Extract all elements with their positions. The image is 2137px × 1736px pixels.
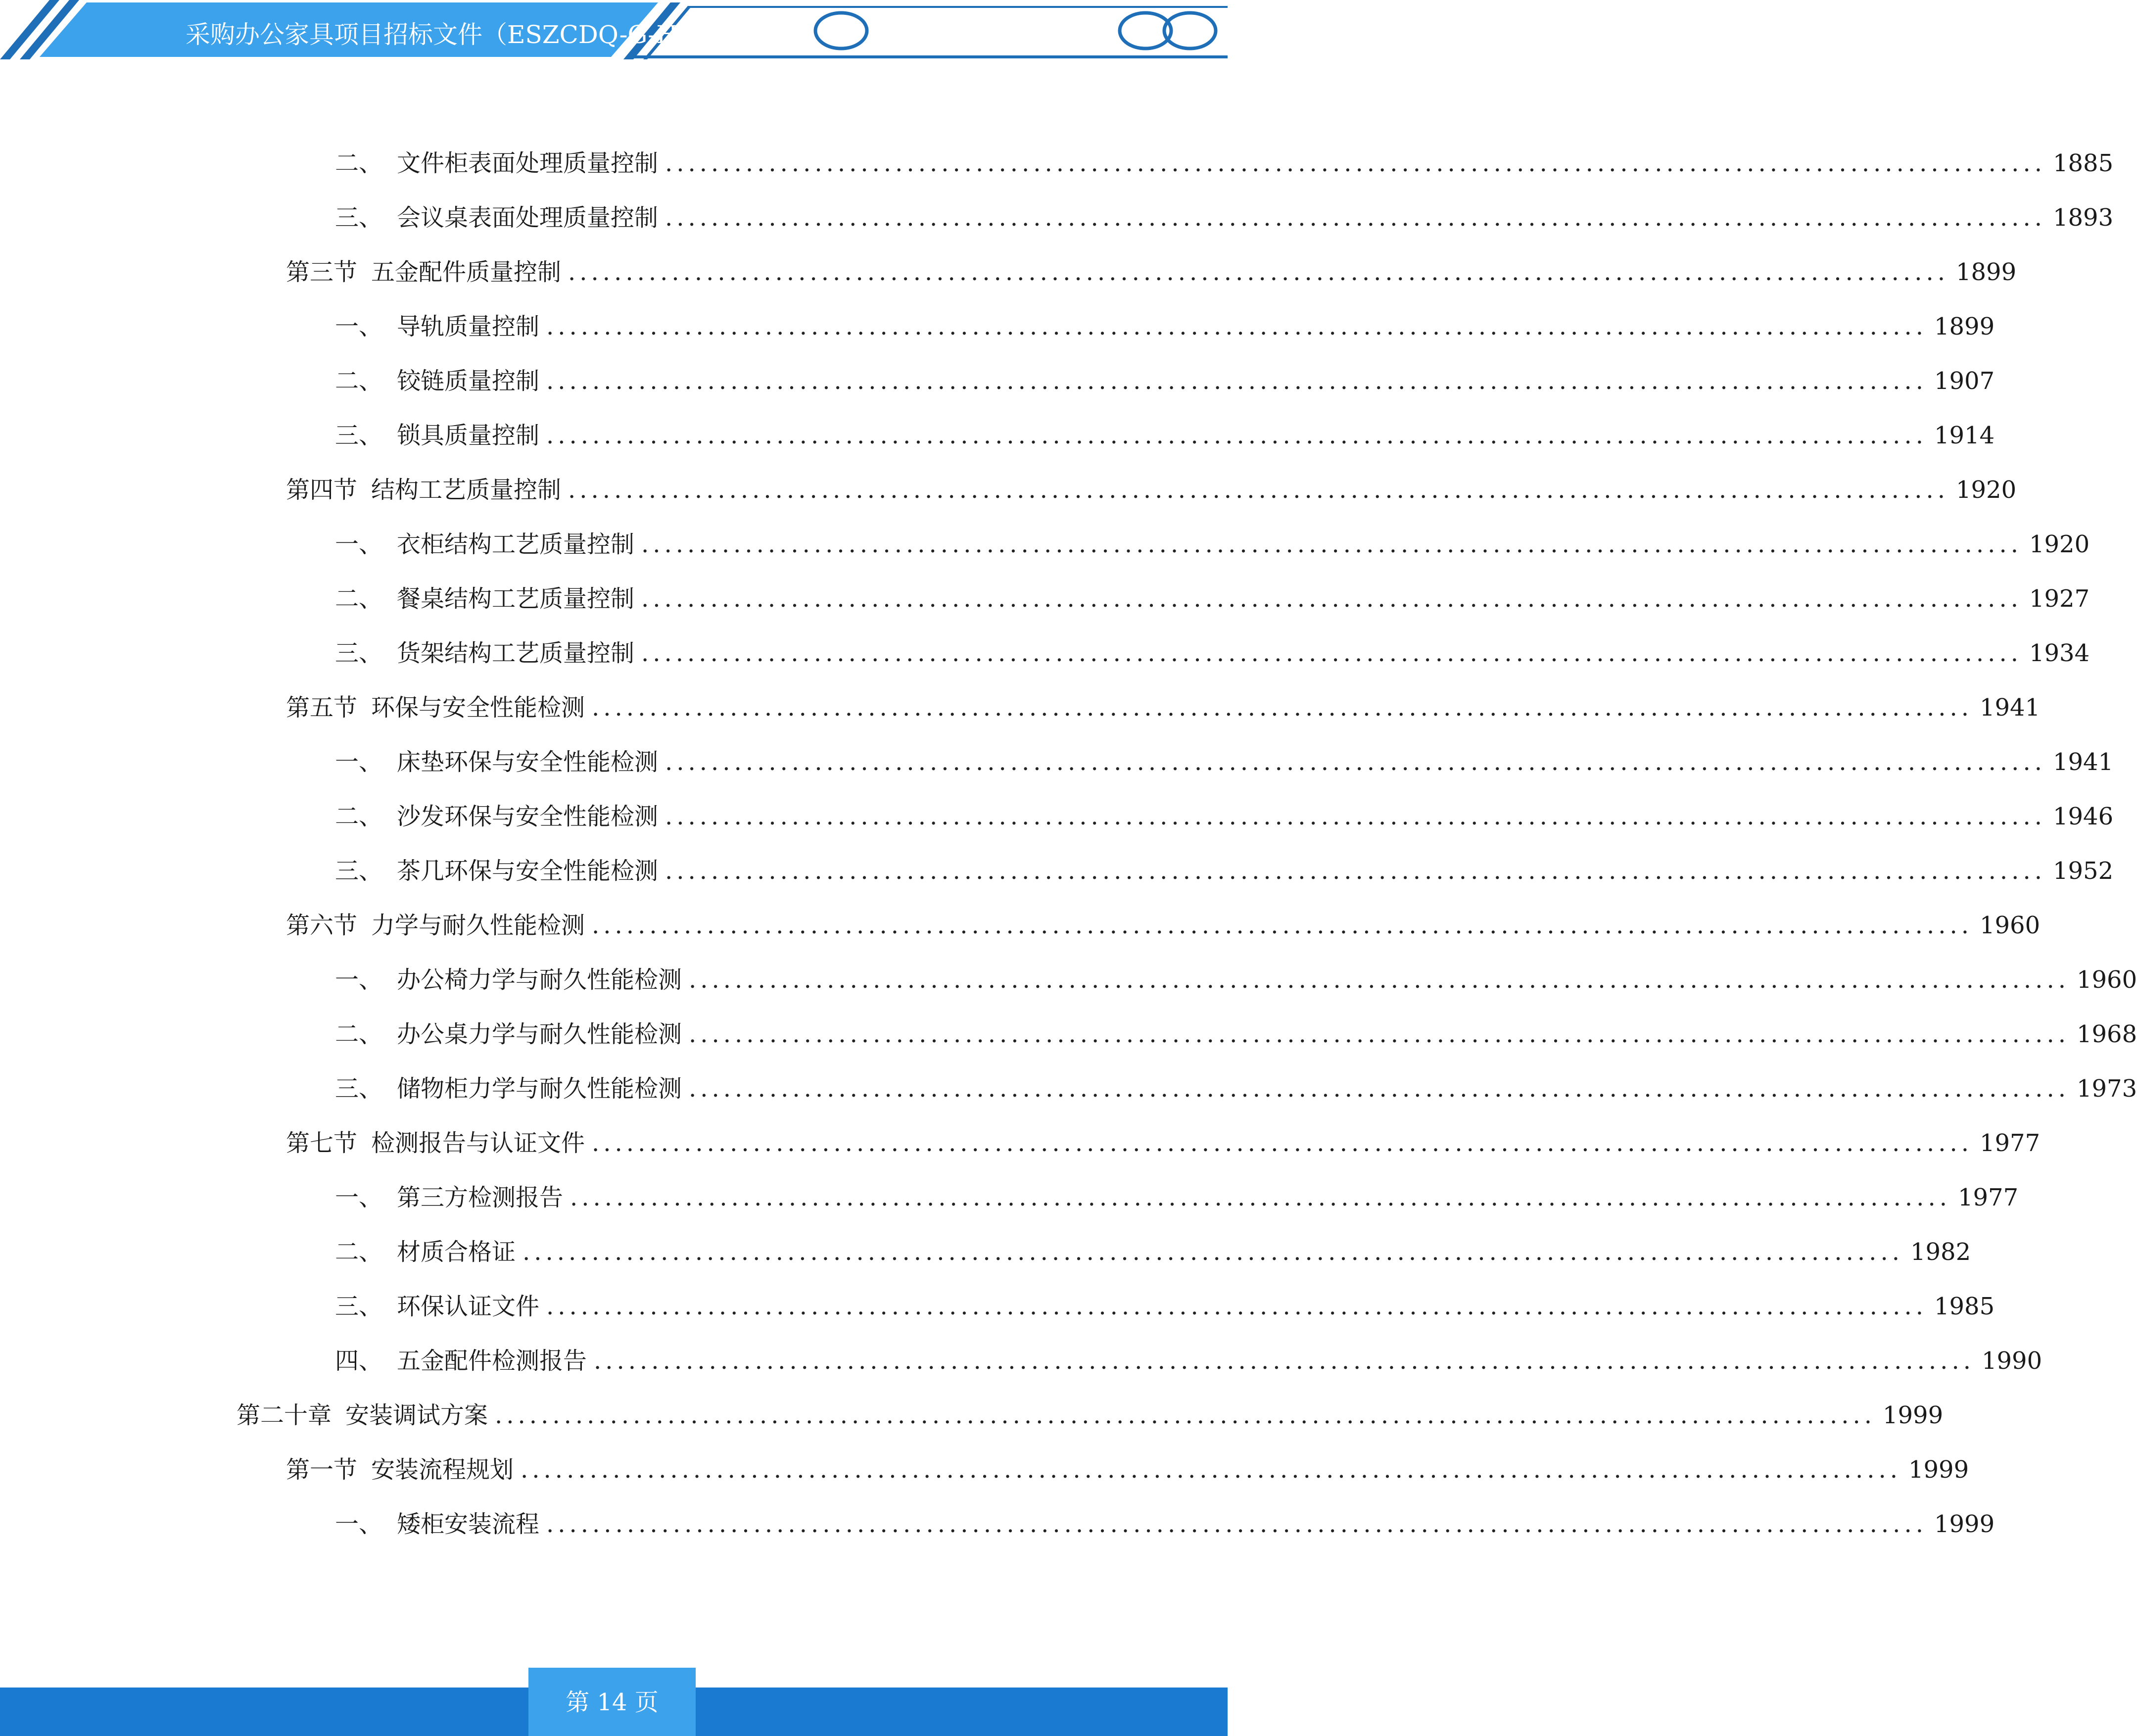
toc-entry-title: 办公桌力学与耐久性能检测: [397, 1020, 682, 1048]
toc-entry[interactable]: [335, 1071, 2137, 1106]
header-logo-right-icon: [1120, 13, 1216, 48]
toc-entry[interactable]: [335, 854, 2114, 888]
toc-leader-dots: ........................................................................................................................: [592, 694, 1973, 722]
toc-entry-number: 三、: [335, 1293, 383, 1320]
toc-entry-number: 四、: [335, 1347, 383, 1375]
toc-leader-dots: ........................................................................................................................: [641, 585, 2022, 613]
toc-entry-number: 第六节: [286, 912, 358, 939]
toc-leader-dots: ........................................................................................................................: [546, 422, 1927, 449]
toc-entry[interactable]: [335, 745, 2114, 779]
toc-entry-number: 一、: [335, 1184, 383, 1211]
toc-entry[interactable]: [335, 364, 1995, 398]
toc-leader-dots: ........................................................................................................................: [546, 367, 1927, 395]
toc-entry-page: 1946: [2052, 803, 2114, 830]
toc-entry[interactable]: [286, 690, 2041, 725]
toc-entry[interactable]: [335, 1180, 2019, 1215]
toc-entry-page: 1985: [1934, 1293, 1995, 1320]
toc-entry-number: 三、: [335, 639, 383, 667]
toc-entry-title: 环保认证文件: [397, 1293, 540, 1320]
toc-leader-dots: ........................................................................................................................: [568, 258, 1949, 286]
toc-entry-number: 第四节: [286, 476, 358, 504]
toc-entry-page: 1914: [1934, 422, 1995, 449]
toc-entry-number: 二、: [335, 1020, 383, 1048]
toc-entry[interactable]: [335, 418, 1995, 453]
toc-entry-page: 1952: [2052, 857, 2114, 885]
toc-entry-title: 检测报告与认证文件: [371, 1129, 585, 1157]
toc-entry-number: 三、: [335, 204, 383, 232]
toc-leader-dots: ........................................................................................................................: [546, 1510, 1927, 1538]
toc-leader-dots: ........................................................................................................................: [546, 1293, 1927, 1320]
toc-entry-number: 三、: [335, 857, 383, 885]
toc-entry-title: 五金配件质量控制: [371, 258, 562, 286]
document-title: 采购办公家具项目招标文件（ESZCDQ-G-H-: [186, 20, 686, 49]
toc-entry-page: 1927: [2029, 585, 2090, 613]
toc-leader-dots: ........................................................................................................................: [570, 1184, 1951, 1211]
toc-entry[interactable]: [286, 1126, 2041, 1160]
toc-entry-page: 1960: [1979, 912, 2041, 939]
toc-leader-dots: ........................................................................................................................: [594, 1347, 1975, 1375]
toc-entry-page: 1899: [1934, 313, 1995, 340]
toc-entry-page: 1982: [1910, 1238, 1971, 1266]
toc-leader-dots: ........................................................................................................................: [689, 1020, 2070, 1048]
toc-entry-page: 1920: [1955, 476, 2017, 504]
toc-leader-dots: ........................................................................................................................: [495, 1401, 1876, 1429]
toc-entry-number: 二、: [335, 585, 383, 613]
toc-entry-title: 货架结构工艺质量控制: [397, 639, 635, 667]
toc-entry-title: 茶几环保与安全性能检测: [397, 857, 659, 885]
toc-entry-page: 1977: [1979, 1129, 2041, 1157]
toc-entry-title: 结构工艺质量控制: [371, 476, 562, 504]
toc-entry-page: 1920: [2029, 530, 2090, 558]
toc-entry-page: 1999: [1908, 1456, 1969, 1484]
page-number: 第 14 页: [566, 1688, 659, 1716]
toc-leader-dots: ........................................................................................................................: [592, 1129, 1973, 1157]
toc-entry[interactable]: [335, 963, 2137, 997]
toc-entry[interactable]: [335, 1507, 1995, 1542]
toc-entry[interactable]: [286, 1452, 1969, 1487]
toc-entry-title: 环保与安全性能检测: [371, 694, 585, 722]
toc-entry-title: 材质合格证: [397, 1238, 516, 1266]
toc-entry[interactable]: [335, 1289, 1995, 1324]
toc-entry[interactable]: [335, 1344, 2042, 1378]
toc-entry-page: 1899: [1955, 258, 2017, 286]
toc-entry-number: 一、: [335, 748, 383, 776]
toc-entry-number: 一、: [335, 530, 383, 558]
toc-entry-title: 衣柜结构工艺质量控制: [397, 530, 635, 558]
toc-leader-dots: ........................................................................................................................: [689, 966, 2070, 994]
toc-entry-title: 床垫环保与安全性能检测: [397, 748, 659, 776]
toc-entry-number: 二、: [335, 367, 383, 395]
toc-entry[interactable]: [286, 908, 2041, 943]
toc-entry-number: 三、: [335, 422, 383, 449]
toc-entry[interactable]: [335, 636, 2090, 671]
toc-entry-number: 第二十章: [237, 1401, 332, 1429]
toc-entry-number: 一、: [335, 1510, 383, 1538]
toc-entry-page: 1973: [2076, 1075, 2137, 1103]
toc-entry[interactable]: [335, 799, 2114, 834]
toc-entry-number: 第三节: [286, 258, 358, 286]
toc-entry-page: 1893: [2052, 204, 2114, 232]
toc-leader-dots: ........................................................................................................................: [665, 204, 2046, 232]
toc-entry-title: 锁具质量控制: [397, 422, 540, 449]
toc-leader-dots: ........................................................................................................................: [665, 857, 2046, 885]
toc-entry-title: 矮柜安装流程: [397, 1510, 540, 1538]
toc-entry[interactable]: [335, 309, 1995, 344]
toc-entry-number: 第七节: [286, 1129, 358, 1157]
toc-entry-number: 二、: [335, 803, 383, 830]
toc-entry-page: 1968: [2076, 1020, 2137, 1048]
toc-entry-title: 文件柜表面处理质量控制: [397, 149, 659, 177]
toc-entry-title: 储物柜力学与耐久性能检测: [397, 1075, 682, 1103]
toc-entry[interactable]: [335, 527, 2090, 562]
toc-entry[interactable]: [237, 1398, 1944, 1433]
toc-entry-page: 1934: [2029, 639, 2090, 667]
toc-leader-dots: ........................................................................................................................: [665, 803, 2046, 830]
toc-entry[interactable]: [286, 473, 2017, 507]
toc-entry-page: 1941: [2052, 748, 2114, 776]
toc-leader-dots: ........................................................................................................................: [641, 639, 2022, 667]
toc-leader-dots: ........................................................................................................................: [546, 313, 1927, 340]
toc-entry-page: 1885: [2052, 149, 2114, 177]
toc-entry[interactable]: [335, 1235, 1971, 1269]
toc-entry-page: 1960: [2076, 966, 2137, 994]
toc-entry-title: 会议桌表面处理质量控制: [397, 204, 659, 232]
toc-entry-page: 1999: [1934, 1510, 1995, 1538]
toc-entry-title: 沙发环保与安全性能检测: [397, 803, 659, 830]
toc-entry-page: 1990: [1981, 1347, 2042, 1375]
toc-entry-number: 三、: [335, 1075, 383, 1103]
page-header: [0, 0, 1228, 64]
toc-entry-title: 安装调试方案: [345, 1401, 488, 1429]
toc-entry-title: 导轨质量控制: [397, 313, 540, 340]
toc-entry-title: 力学与耐久性能检测: [371, 912, 585, 939]
toc-entry[interactable]: [335, 581, 2090, 616]
toc-entry-number: 第一节: [286, 1456, 358, 1484]
toc-entry-page: 1941: [1979, 694, 2041, 722]
toc-entry[interactable]: [335, 200, 2114, 235]
toc-entry-number: 一、: [335, 313, 383, 340]
toc-entry-number: 二、: [335, 1238, 383, 1266]
toc-leader-dots: ........................................................................................................................: [522, 1238, 1903, 1266]
toc-leader-dots: ........................................................................................................................: [689, 1075, 2070, 1103]
toc-entry-page: 1907: [1934, 367, 1995, 395]
toc-leader-dots: ........................................................................................................................: [592, 912, 1973, 939]
toc-entry-number: 二、: [335, 149, 383, 177]
toc-entry-page: 1977: [1957, 1184, 2019, 1211]
toc-entry-title: 第三方检测报告: [397, 1184, 564, 1211]
toc-entry-title: 铰链质量控制: [397, 367, 540, 395]
header-logo-left-icon: [786, 13, 867, 48]
toc-leader-dots: ........................................................................................................................: [641, 530, 2022, 558]
toc-entry[interactable]: [335, 146, 2114, 181]
toc-entry-number: 一、: [335, 966, 383, 994]
toc-leader-dots: ........................................................................................................................: [568, 476, 1949, 504]
toc-entry-number: 第五节: [286, 694, 358, 722]
header-rule: [633, 55, 1228, 58]
toc-leader-dots: ........................................................................................................................: [665, 748, 2046, 776]
toc-entry[interactable]: [335, 1017, 2137, 1052]
toc-entry-title: 五金配件检测报告: [397, 1347, 587, 1375]
toc-entry-page: 1999: [1882, 1401, 1944, 1429]
toc-entry-title: 办公椅力学与耐久性能检测: [397, 966, 682, 994]
toc-leader-dots: ........................................................................................................................: [521, 1456, 1901, 1484]
toc-entry-title: 餐桌结构工艺质量控制: [397, 585, 635, 613]
toc-entry[interactable]: [286, 255, 2017, 289]
toc-leader-dots: ........................................................................................................................: [665, 149, 2046, 177]
toc-entry-title: 安装流程规划: [371, 1456, 514, 1484]
